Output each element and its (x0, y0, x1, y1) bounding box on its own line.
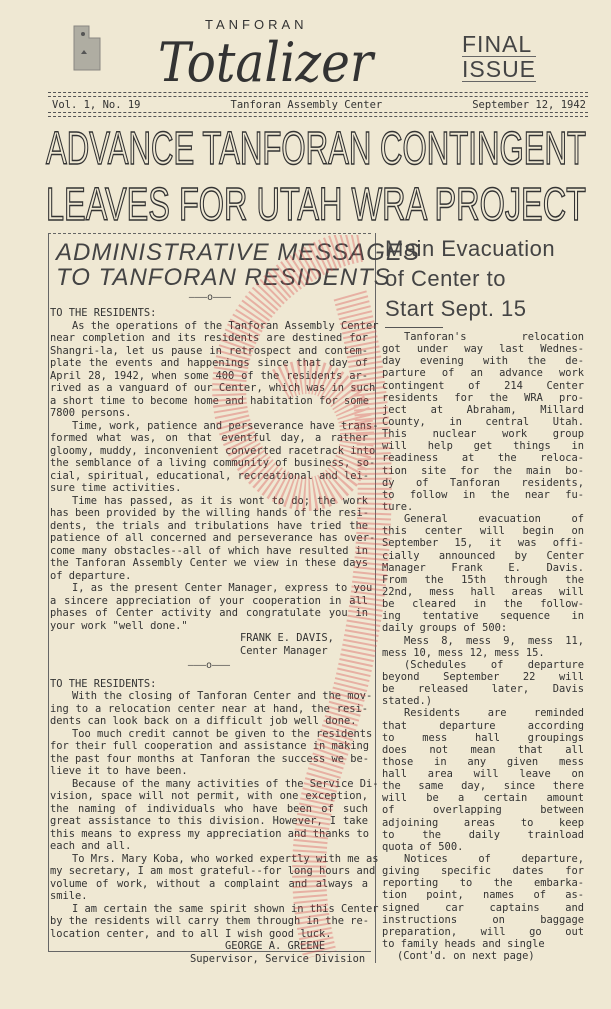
text-line: Shangri-la, let us pause in retrospect and contem- (50, 344, 368, 357)
signature-line: GEORGE A. GREENE (225, 940, 326, 952)
text-line: dents, the trials and tribulations have tried the (50, 519, 368, 532)
text-line: readiness at the reloca- (382, 452, 584, 465)
headline-line-2: LEAVES FOR UTAH WRA PROJECT (46, 178, 586, 230)
text-line: lieve it to have been. (50, 765, 188, 777)
text-line: the past four months at Tanforan the success we be- (50, 752, 370, 765)
salutation: TO THE RESIDENTS: (50, 307, 157, 319)
text-line: plate the events and happenings since that day of (50, 357, 368, 369)
text-line: parture of an advance work (382, 367, 584, 380)
text-line: cial, spiritual, educational, recreational and lei- (50, 469, 370, 482)
text-line: residents for the WRA pro- (382, 391, 584, 404)
text-line: dy of Tanforan residents, (382, 476, 584, 489)
text-line: that departure according (382, 719, 584, 732)
text-line: tion point, names of as- (382, 889, 584, 902)
paragraph (50, 582, 373, 632)
signature-line: FRANK E. DAVIS, (240, 632, 334, 644)
text-line: be cleared in the follow- (382, 598, 584, 611)
text-line: day evening with the de- (382, 355, 584, 368)
text-line: From the 15th through the (382, 573, 584, 586)
text-line: ject at Abraham, Millard (382, 403, 584, 416)
continuation-line: (Cont'd. on next page) (397, 950, 535, 963)
text-line: volume of work, without a complaint and always a (50, 877, 368, 890)
text-line: As the operations of the Tanforan Assembly Center (72, 319, 379, 332)
issue-date: September 12, 1942 (472, 99, 586, 111)
paragraph (382, 853, 584, 950)
text-line: ing to a relocation center near at hand, the resi- (50, 702, 368, 715)
text-line: I am certain the same spirit shown in this Center (72, 902, 379, 915)
text-line: giving specific dates for (382, 865, 584, 878)
final-label: FINAL (462, 32, 536, 57)
paragraph (50, 319, 379, 420)
text-line: sure time activities. (50, 482, 182, 494)
text-line: for their full cooperation and assistance in making (50, 740, 370, 752)
text-line: of departure. (50, 569, 132, 582)
text-line: stated.) (382, 695, 433, 708)
text-line: Time has passed, as it is wont to do; the work (72, 494, 368, 507)
dateline (52, 99, 586, 111)
paragraph (50, 727, 373, 778)
left-title-line-1: ADMINISTRATIVE MESSAGES (56, 239, 420, 266)
masthead-rule (48, 92, 588, 97)
text-line: dents can look back on a difficult job well done. (50, 715, 357, 727)
paragraph (382, 659, 584, 708)
text-line: September 15, it was offi- (382, 537, 584, 550)
text-line: With the closing of Tanforan Center and the mov- (72, 690, 373, 702)
text-line: To Mrs. Mary Koba, who worked expertly with me as (72, 852, 379, 865)
paragraph (50, 852, 379, 903)
text-line: formed what was, on that eventful day, a rather (50, 432, 368, 444)
text-line: the semblance of a living community of business, so- (50, 457, 376, 469)
text-line: those in any given mess (382, 755, 584, 768)
right-article-title (385, 234, 555, 324)
text-line: got under way last Wednes- (382, 343, 584, 356)
text-line: smile. (50, 890, 88, 902)
masthead-title: Totalizer (158, 31, 374, 94)
text-line: This nuclear work group (382, 428, 584, 441)
salutation: TO THE RESIDENTS: (50, 677, 157, 690)
ornament-divider: ———o——— (188, 292, 232, 303)
signature-line: Supervisor, Service Division (190, 952, 366, 965)
text-line: of overlapping between (382, 804, 584, 817)
text-line: hall area will leave on (382, 768, 584, 781)
paragraph (50, 419, 379, 495)
text-line: my secretary, I am most grateful--for long hours and (50, 865, 376, 877)
text-line: cially announced by Center (382, 549, 584, 562)
text-line: the naming of individuals who have been of such (50, 802, 368, 815)
text-line: this means to express my appreciation and thanks to (50, 827, 370, 840)
text-line: beyond September 22 will (382, 670, 584, 683)
text-line: quota of 500. (382, 840, 464, 853)
text-line: vision, space will not permit, with one exception, (50, 790, 368, 802)
text-line: each and all. (50, 840, 132, 852)
text-line: to mess hall groupings (382, 731, 584, 744)
text-line: the Tanforan Assembly Center we view in these days (50, 557, 368, 569)
right-title-line: Main Evacuation (385, 236, 556, 261)
text-line: the same day, since there (382, 780, 584, 793)
paragraph (50, 494, 376, 583)
text-line: preparation, will go out (382, 925, 584, 938)
text-line: near completion and its residents are destined for (50, 332, 368, 344)
text-line: 22nd, mess hall areas will (382, 585, 584, 598)
paragraph (382, 707, 584, 853)
text-line: Manager Frank E. Davis. (382, 561, 584, 574)
left-article-title (56, 240, 420, 290)
text-line: will be a certain amount (382, 792, 584, 805)
text-line: this center will begin on (382, 525, 584, 538)
text-line: rived as a vanguard of our Center, which was in such (50, 382, 376, 394)
paragraph (382, 331, 584, 513)
signature-line: Center Manager (240, 644, 328, 657)
text-line: be released later, Davis (382, 683, 584, 696)
text-line: ing tentative sequence in (382, 610, 584, 623)
headline-line-1: ADVANCE TANFORAN CONTINGENT (46, 122, 586, 174)
text-line: April 28, 1942, when some 400 of the residents ar- (50, 369, 368, 382)
text-line: a short time to become home and habitation for some (50, 394, 370, 407)
text-line: tion site for the main bo- (382, 464, 584, 477)
text-line: great assistance to this division. However, I take (50, 815, 368, 827)
text-line: County, in central Utah. (382, 415, 584, 428)
continuation-note (382, 950, 584, 962)
utah-map-icon (72, 24, 102, 72)
text-line: has been provided by the willing hands of the resi- (50, 507, 370, 519)
left-article-body (50, 307, 379, 965)
dateline-rule (48, 112, 588, 117)
text-line: Notices of departure, (404, 853, 584, 866)
text-line: ture. (382, 500, 414, 513)
title-rule (385, 327, 443, 328)
paragraph (382, 635, 584, 659)
text-line: General evacuation of (404, 513, 584, 526)
right-title-line: Start Sept. 15 (385, 296, 527, 321)
text-line: patience of all concerned and perseverance has over- (50, 532, 376, 544)
text-line: Time, work, patience and perseverance have trans- (72, 419, 379, 432)
signature (50, 940, 368, 965)
text-line: mess 10, mess 12, mess 15. (382, 646, 545, 659)
text-line: phases of Center activity and congratulate you in (50, 607, 368, 619)
text-line: will help get things in (382, 440, 584, 453)
text-line: signed car captains and (382, 901, 584, 914)
text-line: a sincere appreciation of your cooperation in all (50, 594, 368, 607)
text-line: reporting to the embarka- (382, 877, 584, 890)
text-line: daily groups of 500: (382, 622, 508, 635)
publication-place: Tanforan Assembly Center (230, 99, 383, 111)
text-line: I, as the present Center Manager, express to you (72, 582, 373, 594)
right-article-body (382, 331, 584, 962)
text-line: Residents are reminded (404, 707, 584, 720)
right-title-line: of Center to (385, 266, 506, 291)
paragraph (50, 902, 379, 941)
issue-label: ISSUE (462, 56, 537, 82)
text-line: does not mean that all (382, 743, 584, 756)
text-line: Tanforan's relocation (404, 331, 584, 343)
signature (50, 632, 368, 657)
text-line: (Schedules of departure (404, 658, 584, 671)
masthead-kicker: TANFORAN (205, 17, 308, 32)
left-title-line-2: TO TANFORAN RESIDENTS (56, 264, 391, 291)
text-line: Too much credit cannot be given to the residents (72, 727, 373, 740)
text-line: 7800 persons. (50, 407, 132, 419)
text-line: location center, and to all I wish good luck. (50, 927, 332, 940)
text-line: to follow in the near fu- (382, 488, 584, 501)
volume-number: Vol. 1, No. 19 (52, 99, 141, 111)
text-line: instructions on baggage (382, 913, 584, 926)
paragraph (382, 513, 584, 634)
text-line: by the residents will carry them through in the re- (50, 915, 370, 927)
paragraph (50, 690, 373, 728)
text-line: to family heads and single (382, 938, 545, 951)
final-issue-label (462, 32, 536, 82)
headline (44, 120, 589, 232)
text-line: come many obstacles--all of which have resulted in (50, 544, 368, 557)
text-line: Mess 8, mess 9, mess 11, (404, 634, 584, 647)
text-line: to the daily trainload (382, 828, 584, 841)
text-line: gloomy, muddy, inconvenient converted racetrack into (50, 444, 376, 457)
text-line: Because of the many activities of the Service Di- (72, 777, 379, 790)
text-line: contingent of 214 Center (382, 379, 584, 392)
text-line: your work "well done." (50, 619, 188, 632)
ornament-divider: ———o——— (187, 660, 231, 671)
paragraph (50, 777, 379, 853)
text-line: adjoining areas to keep (382, 816, 584, 829)
